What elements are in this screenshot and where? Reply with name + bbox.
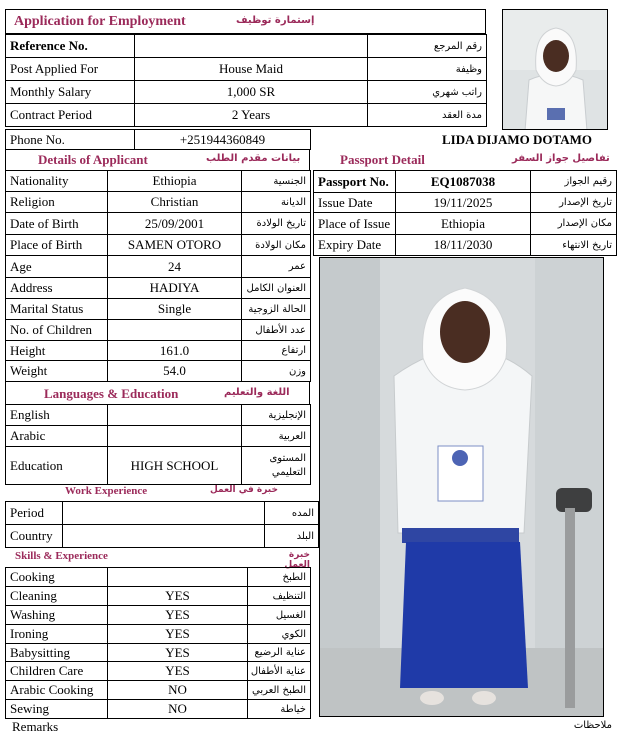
portrait-photo-graphic <box>503 10 608 130</box>
skill-value: NO <box>108 700 248 719</box>
form-title: Application for Employment <box>14 14 186 29</box>
address-label: Address <box>6 278 108 299</box>
nationality-value: Ethiopia <box>108 171 242 192</box>
table-row <box>6 81 487 104</box>
skill-value: YES <box>108 606 248 625</box>
weight-value: 54.0 <box>108 361 242 382</box>
table-row <box>6 213 311 235</box>
height-label: Height <box>6 341 108 361</box>
remarks-label-arabic: ملاحظات <box>573 720 612 731</box>
issue-date-label-arabic: تاريخ الإصدار <box>531 193 617 213</box>
passport-no-label-arabic: رقيم الجواز <box>531 171 617 193</box>
phone-value: +251944360849 <box>135 130 311 150</box>
table-row <box>6 662 311 681</box>
period-value <box>63 502 265 525</box>
english-label: English <box>6 405 108 426</box>
table-row <box>314 193 617 213</box>
remarks-label: Remarks <box>12 719 59 734</box>
passport-no-label: Passport No. <box>314 171 396 193</box>
religion-label-arabic: الديانة <box>242 192 311 213</box>
skill-label-arabic: الغسيل <box>248 606 311 625</box>
salary-value: 1,000 SR <box>135 81 368 104</box>
education-label-arabic: المستوى التعليمي <box>242 447 311 485</box>
table-row <box>6 192 311 213</box>
religion-label: Religion <box>6 192 108 213</box>
skill-value: NO <box>108 681 248 700</box>
skill-label: Washing <box>6 606 108 625</box>
table-row <box>6 341 311 361</box>
details-table <box>5 170 311 382</box>
skill-label: Children Care <box>6 662 108 681</box>
skill-label-arabic: عناية الرضيع <box>248 644 311 662</box>
marital-label: Marital Status <box>6 299 108 320</box>
table-row <box>6 405 311 426</box>
english-value <box>108 405 242 426</box>
issue-date-value: 19/11/2025 <box>396 193 531 213</box>
skill-label-arabic: الكوي <box>248 625 311 644</box>
details-heading <box>5 149 310 170</box>
education-label: Education <box>6 447 108 485</box>
place-of-issue-label-arabic: مكان الإصدار <box>531 213 617 235</box>
children-value <box>108 320 242 341</box>
table-row <box>6 525 319 548</box>
table-row <box>6 171 311 192</box>
details-heading-ar: بيانات مقدم الطلب <box>206 153 301 164</box>
arabic-value <box>108 426 242 447</box>
table-row <box>6 256 311 278</box>
skills-table <box>5 567 311 719</box>
country-label: Country <box>6 525 63 548</box>
address-value: HADIYA <box>108 278 242 299</box>
children-label-arabic: عدد الأطفال <box>242 320 311 341</box>
height-value: 161.0 <box>108 341 242 361</box>
skill-label-arabic: عناية الأطفال <box>248 662 311 681</box>
age-label: Age <box>6 256 108 278</box>
full-body-photo-graphic <box>320 258 604 717</box>
table-row <box>6 644 311 662</box>
passport-heading-ar: تفاصيل جواز السفر <box>512 153 610 164</box>
skill-label: Ironing <box>6 625 108 644</box>
skill-label: Sewing <box>6 700 108 719</box>
address-label-arabic: العنوان الكامل <box>242 278 311 299</box>
table-row <box>6 278 311 299</box>
table-row <box>6 700 311 719</box>
dob-label: Date of Birth <box>6 213 108 235</box>
arabic-label-arabic: العربية <box>242 426 311 447</box>
expiry-date-value: 18/11/2030 <box>396 235 531 256</box>
applicant-name: LIDA DIJAMO DOTAMO <box>442 132 592 147</box>
weight-label: Weight <box>6 361 108 382</box>
details-heading-en: Details of Applicant <box>38 152 148 167</box>
passport-no-value: EQ1087038 <box>396 171 531 193</box>
skill-label-arabic: خياطة <box>248 700 311 719</box>
skill-label: Cleaning <box>6 587 108 606</box>
languages-table <box>5 404 311 485</box>
table-row <box>6 130 311 150</box>
skills-heading-ar: خبرة العمل <box>284 550 310 570</box>
children-label: No. of Children <box>6 320 108 341</box>
table-row <box>6 58 487 81</box>
marital-label-arabic: الحالة الزوجية <box>242 299 311 320</box>
table-row <box>6 361 311 382</box>
work-table <box>5 501 319 548</box>
place-of-issue-label: Place of Issue <box>314 213 396 235</box>
education-value: HIGH SCHOOL <box>108 447 242 485</box>
languages-heading-en: Languages & Education <box>44 386 179 401</box>
full-body-photo <box>319 257 604 717</box>
table-row <box>314 213 617 235</box>
arabic-label: Arabic <box>6 426 108 447</box>
reference-label: Reference No. <box>6 35 135 58</box>
table-row <box>6 502 319 525</box>
table-row <box>6 568 311 587</box>
skill-label-arabic: التنظيف <box>248 587 311 606</box>
period-label: Period <box>6 502 63 525</box>
place-of-issue-value: Ethiopia <box>396 213 531 235</box>
passport-heading <box>312 149 615 170</box>
country-value <box>63 525 265 548</box>
table-row <box>6 299 311 320</box>
dob-value: 25/09/2001 <box>108 213 242 235</box>
table-row <box>6 587 311 606</box>
table-row <box>6 447 311 485</box>
skill-value: YES <box>108 587 248 606</box>
form-title-arabic: إستمارة توظيف <box>236 15 315 26</box>
pob-label-arabic: مكان الولادة <box>242 235 311 256</box>
table-row <box>6 104 487 127</box>
age-value: 24 <box>108 256 242 278</box>
salary-label-arabic: راتب شهري <box>368 81 487 104</box>
nationality-label: Nationality <box>6 171 108 192</box>
marital-value: Single <box>108 299 242 320</box>
passport-table <box>313 170 617 256</box>
table-row <box>314 171 617 193</box>
skill-value: YES <box>108 644 248 662</box>
height-label-arabic: ارتفاع <box>242 341 311 361</box>
table-row <box>6 606 311 625</box>
reference-value <box>135 35 368 58</box>
contract-label: Contract Period <box>6 104 135 127</box>
languages-heading-ar: اللغة والتعليم <box>224 387 290 398</box>
skill-value: YES <box>108 625 248 644</box>
table-row <box>6 320 311 341</box>
contract-label-arabic: مدة العقد <box>368 104 487 127</box>
passport-heading-en: Passport Detail <box>340 152 425 167</box>
skills-heading-en: Skills & Experience <box>15 550 108 562</box>
country-label-arabic: البلد <box>265 525 319 548</box>
dob-label-arabic: تاريخ الولادة <box>242 213 311 235</box>
phone-table <box>5 129 311 150</box>
table-row <box>6 235 311 256</box>
table-row <box>6 625 311 644</box>
salary-label: Monthly Salary <box>6 81 135 104</box>
skill-value <box>108 568 248 587</box>
portrait-photo <box>502 9 608 130</box>
pob-label: Place of Birth <box>6 235 108 256</box>
nationality-label-arabic: الجنسية <box>242 171 311 192</box>
weight-label-arabic: وزن <box>242 361 311 382</box>
work-heading <box>5 484 310 502</box>
phone-label: Phone No. <box>6 130 135 150</box>
expiry-date-label: Expiry Date <box>314 235 396 256</box>
table-row <box>6 35 487 58</box>
reference-label-arabic: رقم المرجع <box>368 35 487 58</box>
skill-label-arabic: الطبخ العربي <box>248 681 311 700</box>
work-heading-ar: خبرة في العمل <box>210 485 278 495</box>
post-label: Post Applied For <box>6 58 135 81</box>
languages-heading <box>5 382 310 404</box>
top-info-table <box>5 34 487 127</box>
skill-label: Cooking <box>6 568 108 587</box>
skills-heading <box>5 548 310 570</box>
skill-label-arabic: الطبخ <box>248 568 311 587</box>
issue-date-label: Issue Date <box>314 193 396 213</box>
table-row <box>314 235 617 256</box>
religion-value: Christian <box>108 192 242 213</box>
table-row <box>6 426 311 447</box>
post-label-arabic: وظيفة <box>368 58 487 81</box>
english-label-arabic: الإنجليزية <box>242 405 311 426</box>
title-bar <box>5 9 486 34</box>
pob-value: SAMEN OTORO <box>108 235 242 256</box>
skill-value: YES <box>108 662 248 681</box>
expiry-date-label-arabic: تاريخ الانتهاء <box>531 235 617 256</box>
skill-label: Arabic Cooking <box>6 681 108 700</box>
table-row <box>6 681 311 700</box>
post-value: House Maid <box>135 58 368 81</box>
skill-label: Babysitting <box>6 644 108 662</box>
period-label-arabic: المده <box>265 502 319 525</box>
work-heading-en: Work Experience <box>65 485 148 497</box>
age-label-arabic: عمر <box>242 256 311 278</box>
contract-value: 2 Years <box>135 104 368 127</box>
